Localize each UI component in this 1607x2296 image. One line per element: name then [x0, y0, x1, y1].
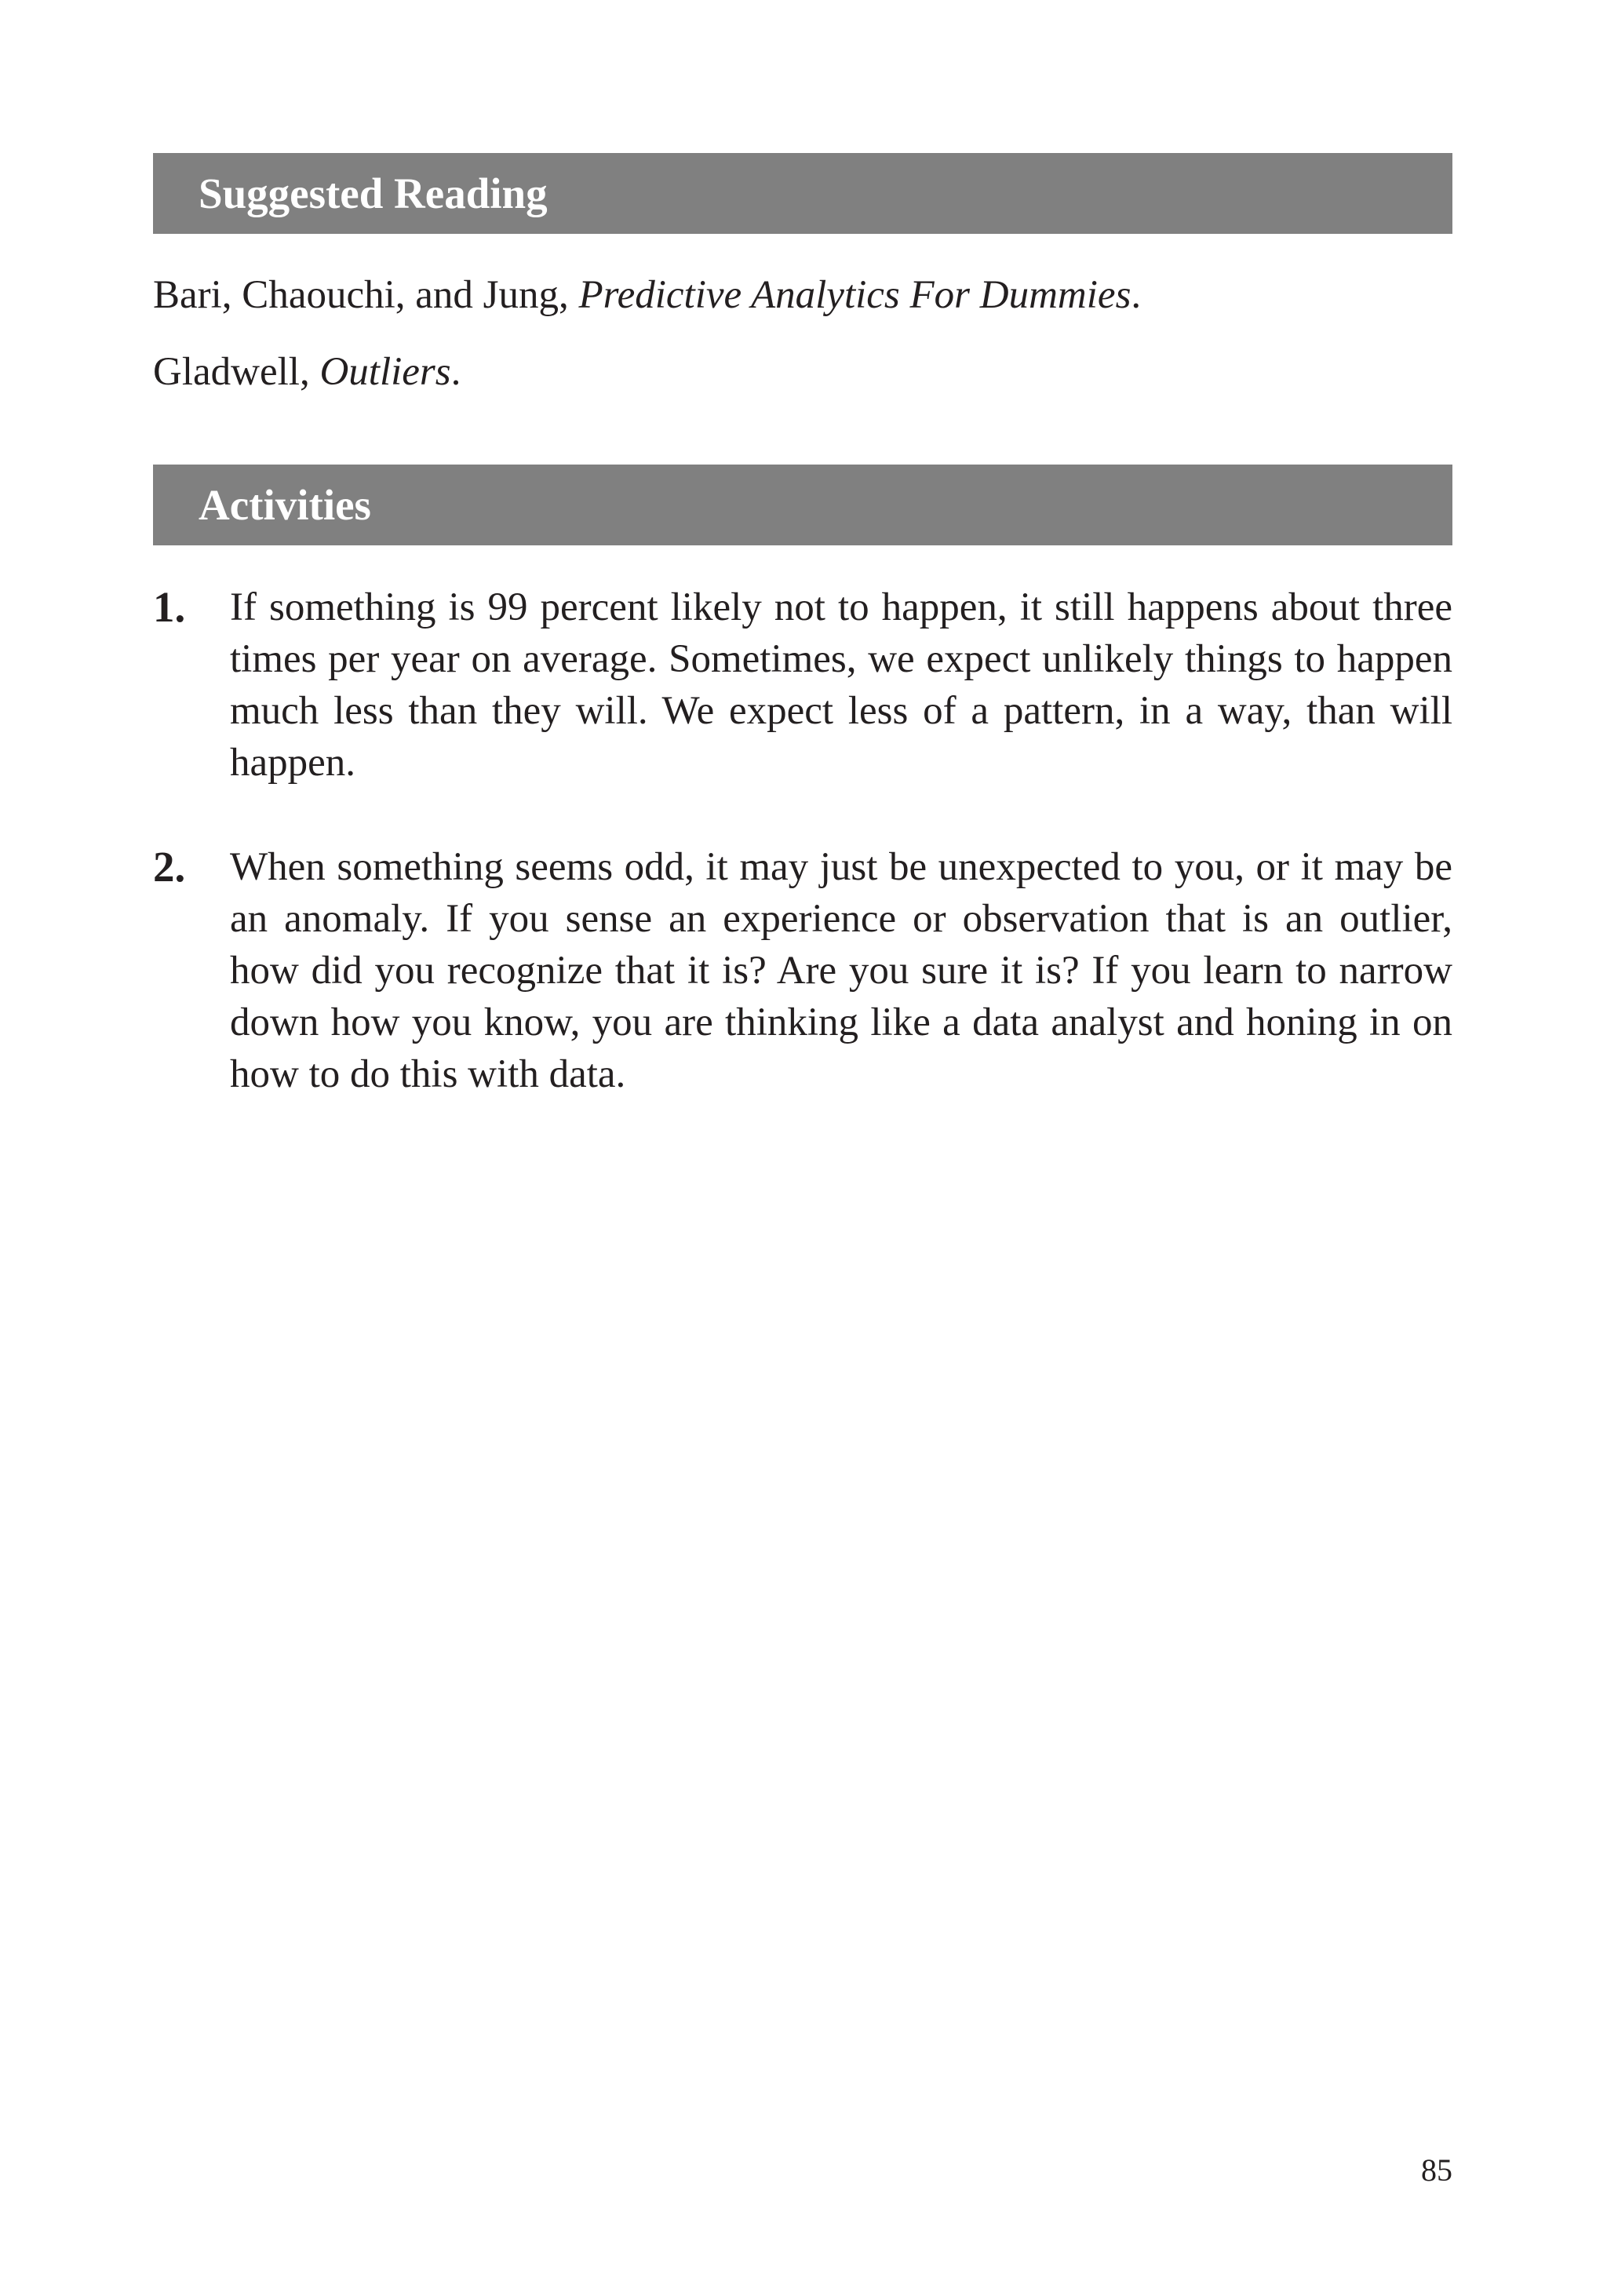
reading-title: Outliers — [319, 350, 451, 394]
activity-text: When something seems odd, it may just be unexpected to you, or it may be an anomaly. If you sense an experience or observation that is an outlier, how did you recognize that it is? Are you sure it is? If you learn to narrow down how you know, you are thinking like a data analyst and honing in on how to do this with data. — [230, 845, 1452, 1096]
reading-entry — [153, 272, 1141, 319]
reading-authors: Gladwell, — [153, 350, 320, 394]
reading-authors: Bari, Chaouchi, and Jung, — [153, 273, 579, 317]
suggested-reading-heading: Suggested Reading — [199, 169, 548, 217]
activity-item — [153, 841, 1452, 1100]
activity-item — [153, 581, 1452, 789]
reading-end: . — [450, 350, 461, 394]
reading-title: Predictive Analytics For Dummies — [578, 273, 1131, 317]
activities-header-bar — [153, 465, 1452, 545]
activity-number: 2. — [153, 843, 186, 891]
activity-text: If something is 99 percent likely not to happen, it still happens about three times per year on average. Sometimes, we expect unlikely things to happen much less than they will. We expect less of a pattern, in a way, than will happen. — [230, 585, 1452, 785]
activities-heading: Activities — [199, 481, 371, 529]
suggested-reading-header-bar — [153, 153, 1452, 234]
reading-entry — [153, 348, 461, 395]
activity-number: 1. — [153, 583, 186, 631]
page-number: 85 — [1421, 2152, 1452, 2188]
reading-end: . — [1131, 273, 1142, 317]
